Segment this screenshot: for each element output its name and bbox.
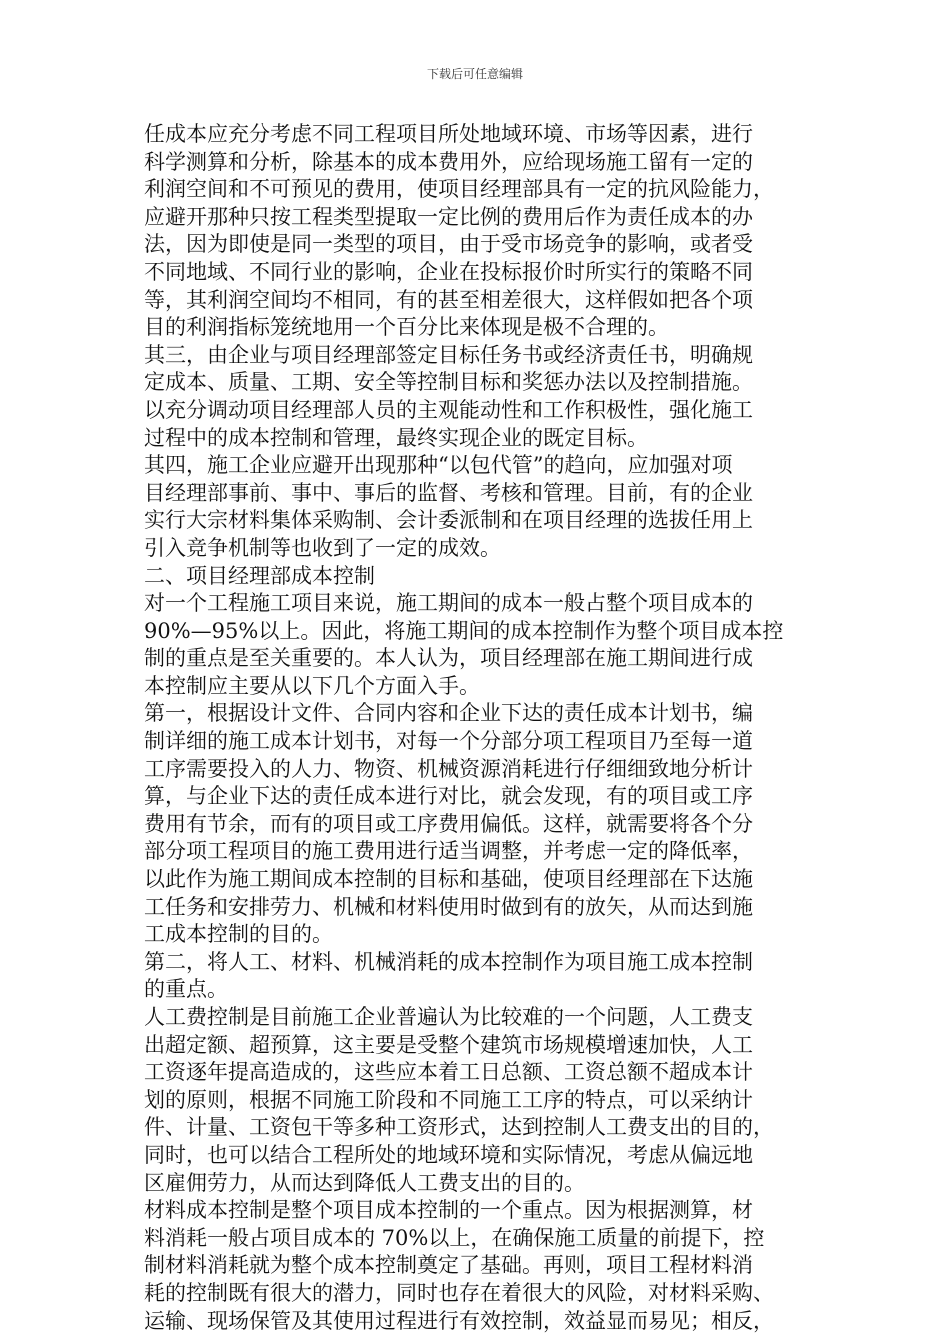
text-line: 出超定额、超预算，这主要是受整个建筑市场规模增速加快，人工 xyxy=(144,1032,753,1057)
text-line: 定成本、质量、工期、安全等控制目标和奖惩办法以及控制措施。 xyxy=(144,370,753,395)
text-line: 目的利润指标笼统地用一个百分比来体现是极不合理的。 xyxy=(144,315,669,340)
text-line: 工资逐年提高造成的，这些应本着工日总额、工资总额不超成本计 xyxy=(144,1060,753,1085)
text-line: 材料成本控制是整个项目成本控制的一个重点。因为根据测算，材 xyxy=(144,1198,753,1223)
text-line: 其三，由企业与项目经理部签定目标任务书或经济责任书，明确规 xyxy=(144,342,753,367)
text-line: 法，因为即使是同一类型的项目，由于受市场竞争的影响，或者受 xyxy=(144,232,753,257)
text-line: 引入竞争机制等也收到了一定的成效。 xyxy=(144,535,501,560)
text-line: 工成本控制的目的。 xyxy=(144,922,333,947)
text-line: 运输、现场保管及其使用过程进行有效控制，效益显而易见；相反， xyxy=(144,1308,774,1333)
text-line: 等，其利润空间均不相同，有的甚至相差很大，这样假如把各个项 xyxy=(144,287,753,312)
text-line: 制详细的施工成本计划书，对每一个分部分项工程项目乃至每一道 xyxy=(144,729,753,754)
text-line: 耗的控制既有很大的潜力，同时也存在着很大的风险，对材料采购、 xyxy=(144,1280,774,1305)
text-line: 工任务和安排劳力、机械和材料使用时做到有的放矢，从而达到施 xyxy=(144,894,753,919)
text-line: 本控制应主要从以下几个方面入手。 xyxy=(144,673,480,698)
text-line: 科学测算和分析，除基本的成本费用外，应给现场施工留有一定的 xyxy=(144,149,753,174)
text-line: 其四，施工企业应避开出现那种“以包代管”的趋向，应加强对项 xyxy=(144,453,733,478)
text-line: 过程中的成本控制和管理，最终实现企业的既定目标。 xyxy=(144,425,648,450)
text-line: 目经理部事前、事中、事后的监督、考核和管理。目前，有的企业 xyxy=(144,480,753,505)
text-line: 区雇佣劳力，从而达到降低人工费支出的目的。 xyxy=(144,1170,585,1195)
text-line: 费用有节余，而有的项目或工序费用偏低。这样，就需要将各个分 xyxy=(144,811,753,836)
text-line: 部分项工程项目的施工费用进行适当调整，并考虑一定的降低率， xyxy=(144,839,753,864)
text-line: 应避开那种只按工程类型提取一定比例的费用后作为责任成本的办 xyxy=(144,204,753,229)
text-line: 第一，根据设计文件、合同内容和企业下达的责任成本计划书，编 xyxy=(144,701,753,726)
text-line: 人工费控制是目前施工企业普遍认为比较难的一个问题，人工费支 xyxy=(144,1005,753,1029)
text-line: 工序需要投入的人力、物资、机械资源消耗进行仔细细致地分析计 xyxy=(144,756,753,781)
text-line: 制的重点是至关重要的。本人认为，项目经理部在施工期间进行成 xyxy=(144,646,753,671)
page-header: 下载后可任意编辑 xyxy=(426,67,523,81)
text-line: 的重点。 xyxy=(144,977,228,1002)
text-line: 件、计量、工资包干等多种工资形式，达到控制人工费支出的目的， xyxy=(144,1115,774,1140)
text-line: 不同地域、不同行业的影响，企业在投标报价时所实行的策略不同 xyxy=(144,259,753,284)
text-line: 对一个工程施工项目来说，施工期间的成本一般占整个项目成本的 xyxy=(144,591,753,616)
text-line: 利润空间和不可预见的费用，使项目经理部具有一定的抗风险能力， xyxy=(144,177,774,202)
text-line: 实行大宗材料集体采购制、会计委派制和在项目经理的选拔任用上 xyxy=(144,508,753,533)
text-line: 以此作为施工期间成本控制的目标和基础，使项目经理部在下达施 xyxy=(144,867,753,892)
text-line: 90%—95%以上。因此，将施工期间的成本控制作为整个项目成本控 xyxy=(144,618,784,643)
text-line: 算，与企业下达的责任成本进行对比，就会发现，有的项目或工序 xyxy=(144,784,753,809)
section-heading: 二、项目经理部成本控制 xyxy=(144,563,375,588)
text-line: 料消耗一般占项目成本的 70%以上，在确保施工质量的前提下，控 xyxy=(144,1225,765,1250)
document-body xyxy=(144,121,812,1335)
text-line: 第二，将人工、材料、机械消耗的成本控制作为项目施工成本控制 xyxy=(144,949,753,974)
text-line: 划的原则，根据不同施工阶段和不同施工工序的特点，可以采纳计 xyxy=(144,1087,753,1112)
text-line: 制材料消耗就为整个成本控制奠定了基础。再则，项目工程材料消 xyxy=(144,1253,753,1278)
text-line: 同时，也可以结合工程所处的地域环境和实际情况，考虑从偏远地 xyxy=(144,1142,753,1167)
text-line: 以充分调动项目经理部人员的主观能动性和工作积极性，强化施工 xyxy=(144,397,753,422)
text-line: 任成本应充分考虑不同工程项目所处地域环境、市场等因素，进行 xyxy=(144,122,753,146)
